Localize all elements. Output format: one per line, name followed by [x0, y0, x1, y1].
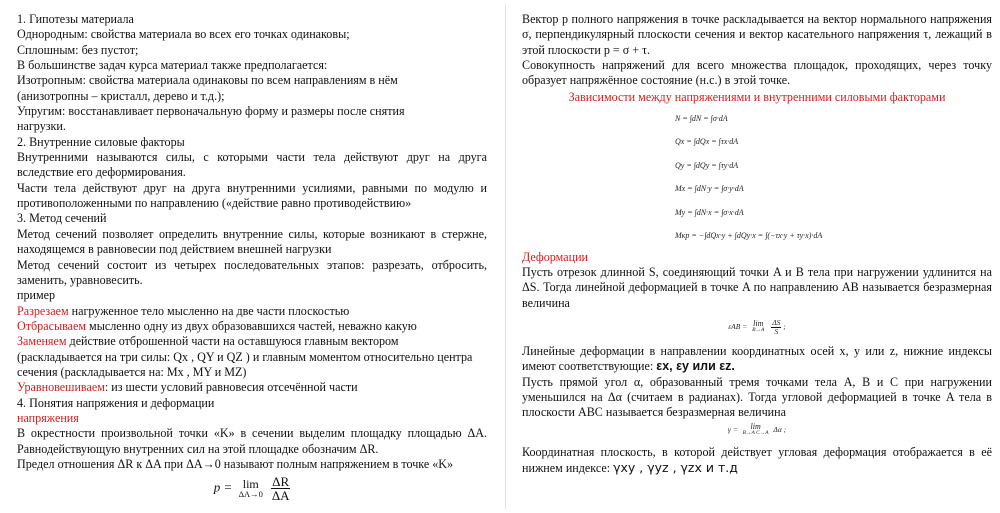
formula-moment-y: My = ∫dN·x = ∫σ·x·dA — [675, 207, 744, 217]
formula-normal-force: N = ∫dN = ∫σ·dA — [675, 114, 728, 124]
paragraph-text: Координатная плоскость, в которой действует угловая деформация отображается в её нижнем индексе: — [522, 444, 992, 476]
angular-strain-formula — [522, 422, 992, 437]
heading-hypotheses: 1. Гипотезы материала — [17, 12, 134, 26]
formula-rhs: Δα — [773, 424, 782, 434]
paragraph-plane-index — [522, 445, 992, 477]
text-line: Упругим: восстанавливает первоначальную форму и размеры после снятия — [17, 104, 405, 119]
formula-lhs: εAB = — [728, 322, 748, 332]
text-line: нагрузки. — [17, 119, 66, 134]
formula-moment-x: Mx = ∫dN·y = ∫σ·y·dA — [675, 184, 744, 194]
text-line: сечения (раскладывается на: Mх , MY и MZ) — [17, 364, 247, 379]
red-heading-dependencies: Зависимости между напряжениями и внутренними силовыми факторами — [568, 89, 946, 104]
limit-word: lim — [242, 476, 259, 491]
formula-end: ; — [783, 322, 786, 332]
text-line: Изотропным: свойства материала одинаковы по всем направлениям в нём — [17, 73, 398, 88]
step-discard-keyword: Отбрасываем — [17, 318, 87, 333]
step-discard — [17, 319, 487, 334]
heading-internal-forces: 2. Внутренние силовые факторы — [17, 134, 185, 149]
formula-limit — [238, 476, 263, 499]
formula-lhs: γ = — [727, 424, 738, 434]
fraction-denominator: S — [774, 326, 779, 336]
limit-word: lim — [750, 421, 761, 431]
left-column — [17, 12, 487, 502]
paragraph: Пусть отрезок длинной S, соединяющий точки A и B тела при нагружении удлинится на ΔS. Тогда линейной деформацией в точке A по направлению AB называется безразмерная величина — [522, 264, 992, 310]
paragraph-linear-strains — [522, 344, 992, 375]
column-divider — [505, 4, 506, 509]
paragraph: В окрестности произвольной точки «K» в сечении выделим площадку площадью ΔA. Равнодействующую внутренних сил на этой площадке обозначим ΔR. — [17, 426, 487, 456]
text-line: Сплошным: без пустот; — [17, 42, 139, 57]
paragraph-text: Линейные деформации в направлении координатных осей x, y или z, нижние индексы имеют соответствующие: — [522, 343, 992, 374]
step-replace — [17, 334, 487, 349]
step-cut — [17, 304, 487, 319]
limit-subscript: ΔA→0 — [238, 488, 263, 499]
formula-shear-x: Qx = ∫dQx = ∫τx·dA — [675, 137, 739, 147]
step-cut-text: нагруженное тело мысленно на две части плоскостью — [68, 303, 350, 318]
limit-subscript: B→A — [752, 327, 765, 334]
formula-torque: Mкр = −∫dQx·y + ∫dQy·x = ∫(−τx·y + τy·x)·dA — [675, 231, 823, 241]
text-line: (анизотропны – кристалл, дерево и т.д.); — [17, 88, 225, 103]
paragraph: Метод сечений состоит из четырех последовательных этапов: разрезать, отбросить, заменить, уравновесить. — [17, 257, 487, 287]
full-stress-formula — [17, 475, 487, 502]
fraction-numerator: ΔR — [272, 474, 290, 490]
fraction-denominator: ΔA — [271, 488, 290, 504]
step-discard-text: мысленно одну из двух образовавшихся частей, неважно какую — [86, 318, 417, 333]
step-cut-keyword: Разрезаем — [17, 303, 69, 318]
strain-symbols: εx, εy или εz. — [656, 359, 735, 374]
limit-word: lim — [753, 319, 764, 329]
formula-lhs: p = — [213, 479, 233, 495]
heading-method-of-sections: 3. Метод сечений — [17, 211, 107, 226]
limit-subscript: B→A C→A — [742, 429, 769, 436]
step-replace-keyword: Заменяем — [17, 334, 67, 349]
text-line: (раскладывается на три силы: Qх , QY и QZ ) и главным моментом относительно центра — [17, 349, 473, 364]
step-balance-keyword: Уравновешиваем — [17, 380, 105, 395]
paragraph: Предел отношения ΔR к ΔA при ΔA→0 называют полным напряжением в точке «K» — [17, 456, 454, 471]
integral-formulas — [675, 107, 992, 247]
paragraph: Совокупность напряжений для всего множества площадок, проходящих, через точку образует напряжённое состояние (н.с.) в этой точке. — [522, 58, 992, 88]
angular-strain-symbols: γxy , γyz , γzx и т.д — [613, 460, 738, 476]
paragraph: Внутренними называются силы, с которыми части тела действуют друг на друга вследствие его деформирования. — [17, 150, 487, 180]
paragraph: Пусть прямой угол α, образованный тремя точками тела A, B и C при нагружении уменьшился на Δα (считаем в радианах). Тогда угловой деформацией в точке A тела в плоскости ABC называется безразмерная величина — [522, 374, 992, 420]
step-balance — [17, 380, 487, 395]
text-line: В большинстве задач курса материал также предполагается: — [17, 58, 328, 73]
paragraph: Части тела действуют друг на друга внутренними усилиями, равными по модулю и противоположенными по направлению («действие равно противодействию» — [17, 180, 487, 211]
example-label: пример — [17, 288, 56, 303]
heading-stress-strain: 4. Понятия напряжения и деформации — [17, 395, 215, 410]
step-replace-text: действие отброшенной части на оставшуюся главным вектором — [66, 334, 399, 349]
formula-shear-y: Qy = ∫dQy = ∫τy·dA — [675, 160, 739, 170]
fraction-numerator: ΔS — [772, 317, 781, 327]
step-balance-text: : из шести условий равновесия отсечённой части — [104, 380, 358, 395]
paragraph: Вектор p полного напряжения в точке раскладывается на вектор нормального напряжения σ, перпендикулярный плоскости сечения и вектор касательного напряжения τ, лежащий в этой плоскости p = σ + τ. — [522, 12, 992, 57]
formula-end: ; — [783, 424, 787, 434]
formula-fraction — [771, 319, 781, 336]
formula-fraction — [271, 475, 290, 502]
red-heading-deformations: Деформации — [522, 249, 589, 264]
formula-limit — [752, 320, 764, 334]
paragraph: Метод сечений позволяет определить внутренние силы, которые возникают в стержне, находящемся в равновесии под действием внешней нагрузки — [17, 226, 487, 257]
red-heading-stresses: напряжения — [17, 410, 79, 425]
linear-strain-formula — [522, 319, 992, 336]
formula-limit — [743, 423, 769, 437]
right-column — [522, 12, 992, 477]
text-line: Однородным: свойства материала во всех его точках одинаковы; — [17, 27, 350, 42]
